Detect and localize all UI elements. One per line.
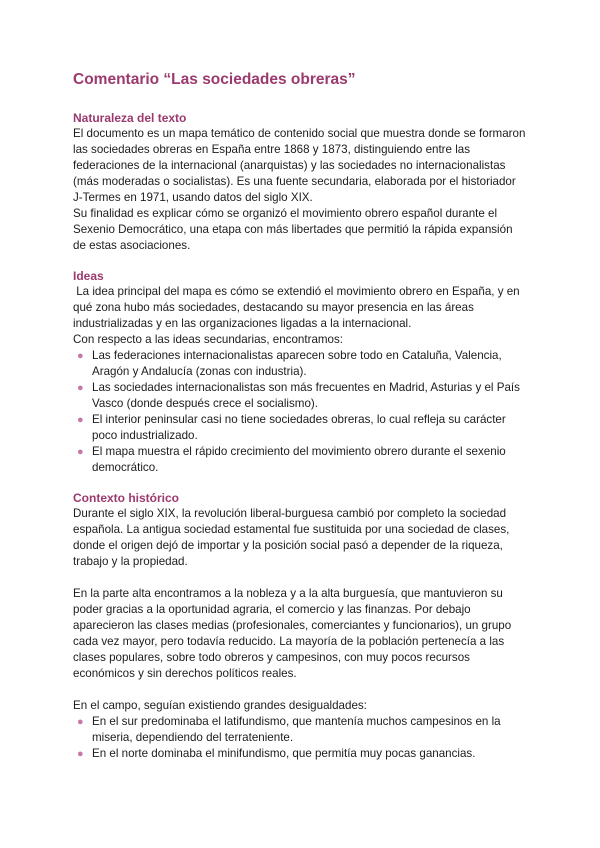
contexto-paragraph-1: Durante el siglo XIX, la revolución liberal-burguesa cambió por completo la sociedad española. La antigua sociedad estamental fue sustituida por una sociedad de clases, donde el origen dejó de importar y la posición social pasó a depender de la riqueza, trabajo y la propiedad. — [73, 507, 510, 568]
section-contexto — [73, 490, 528, 762]
list-item: ● El interior peninsular casi no tiene sociedades obreras, lo cual refleja su carácter poco industrializado. — [77, 413, 506, 442]
list-item: ● Las sociedades internacionalistas son más frecuentes en Madrid, Asturias y el País Vasco (donde después crece el socialismo). — [77, 381, 520, 410]
contexto-bullet-list — [73, 714, 528, 762]
list-item: ● El mapa muestra el rápido crecimiento del movimiento obrero durante el sexenio democrático. — [77, 445, 506, 474]
bullet-icon: ● — [77, 748, 84, 760]
section-heading-ideas: Ideas — [73, 269, 104, 283]
bullet-icon: ● — [77, 350, 84, 362]
ideas-bullet-list — [73, 348, 528, 476]
bullet-icon: ● — [77, 716, 84, 728]
list-item: ● En el sur predominaba el latifundismo, que mantenía muchos campesinos en la miseria, dependiendo del terrateniente. — [77, 715, 501, 744]
section-heading-naturaleza: Naturaleza del texto — [73, 111, 187, 125]
page-title: Comentario “Las sociedades obreras” — [73, 71, 356, 88]
naturaleza-paragraph-1: El documento es un mapa temático de contenido social que muestra donde se formaron las sociedades obreras en España entre 1868 y 1873, distinguiendo entre las federaciones de la internacional (anarquistas) y las sociedades no internacionalistas (más moderadas o socialistas). Es una fuente secundaria, elaborada por el historiador J-Termes en 1971, usando datos del siglo XIX. — [73, 127, 526, 204]
section-heading-contexto: Contexto histórico — [73, 491, 180, 505]
bullet-icon: ● — [77, 382, 84, 394]
ideas-paragraph-2: Con respecto a las ideas secundarias, encontramos: — [73, 333, 344, 346]
naturaleza-paragraph-2: Su finalidad es explicar cómo se organizó el movimiento obrero español durante el Sexenio Democrático, una etapa con más libertades que permitió la rápida expansión de estas asociaciones. — [73, 207, 513, 252]
section-naturaleza — [73, 110, 528, 254]
section-ideas — [73, 268, 528, 476]
contexto-paragraph-2: En la parte alta encontramos a la nobleza y a la alta burguesía, que mantuvieron su poder gracias a la oportunidad agraria, el comercio y las finanzas. Por debajo aparecieron las clases medias (profesionales, comerciantes y funcionarios), un grupo cada vez mayor, pero todavía reducido. La mayoría de la población pertenecía a las clases populares, sobre todo obreros y campesinos, con muy pocos recursos económicos y sin derechos políticos reales. — [73, 587, 512, 680]
contexto-paragraph-3: En el campo, seguían existiendo grandes desigualdades: — [73, 699, 367, 712]
list-item: ● En el norte dominaba el minifundismo, que permitía muy pocas ganancias. — [77, 747, 476, 760]
ideas-paragraph-1: La idea principal del mapa es cómo se extendió el movimiento obrero en España, y en qué zona hubo más sociedades, destacando su mayor presencia en las áreas industrializadas y en las organizaciones ligadas a la internacional. — [73, 285, 523, 330]
bullet-icon: ● — [77, 446, 84, 458]
list-item: ● Las federaciones internacionalistas aparecen sobre todo en Cataluña, Valencia, Aragón y Andalucía (zonas con industria). — [77, 349, 502, 378]
bullet-icon: ● — [77, 414, 84, 426]
